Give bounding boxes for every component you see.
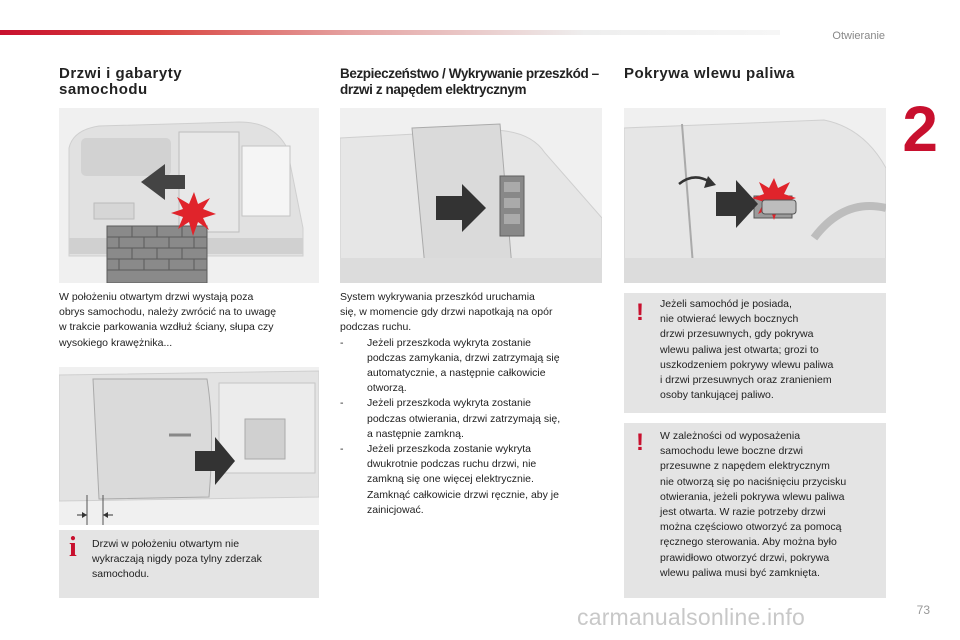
warning-note-fuel-flap bbox=[624, 293, 886, 413]
warning-note-electric-door bbox=[624, 423, 886, 598]
info-note-text bbox=[92, 537, 314, 583]
illustration-van-side-rear-door bbox=[59, 367, 319, 525]
chapter-number: 2 bbox=[902, 93, 938, 165]
text-line: otworzą. bbox=[367, 382, 407, 395]
list-dash: - bbox=[340, 443, 344, 456]
text-line: wysokiego krawężnika... bbox=[59, 336, 173, 349]
text-line: otwierania, jeżeli pokrywa wlewu paliwa bbox=[660, 490, 845, 503]
heading-line: drzwi z napędem elektrycznym bbox=[340, 82, 527, 97]
list-item bbox=[340, 396, 600, 442]
text-line: nie otworzą się po naciśnięciu przycisku bbox=[660, 475, 847, 488]
text-line: Drzwi w położeniu otwartym nie bbox=[92, 538, 240, 550]
text-line: uszkodzeniem pokrywy wlewu paliwa bbox=[660, 358, 834, 371]
heading-obstacle-detection bbox=[340, 66, 610, 98]
text-line: drzwi przesuwnych, gdy pokrywa bbox=[660, 328, 814, 341]
illustration-fuel-flap bbox=[624, 108, 886, 283]
text-line: przesuwne z napędem elektrycznym bbox=[660, 460, 830, 473]
text-line: ręcznego sterowania. Aby można było bbox=[660, 536, 837, 549]
text-line: W położeniu otwartym drzwi wystają poza bbox=[59, 291, 254, 303]
warning-note-text bbox=[660, 429, 882, 581]
heading-line: Bezpieczeństwo / Wykrywanie przeszkód – bbox=[340, 66, 599, 81]
text-line: Jeżeli przeszkoda zostanie wykryta bbox=[367, 443, 531, 456]
text-line: Zamknąć całkowicie drzwi ręcznie, aby je bbox=[367, 488, 559, 501]
text-line: i drzwi przesuwnych oraz zranieniem bbox=[660, 374, 832, 387]
text-line: obrys samochodu, należy zwrócić na to uwagę bbox=[59, 306, 277, 319]
text-line: można częściowo otworzyć za pomocą bbox=[660, 521, 842, 534]
heading-line: Drzwi i gabaryty bbox=[59, 65, 183, 82]
text-line: zamkną się one więcej elektrycznie. bbox=[367, 473, 534, 486]
text-line: w trakcie parkowania wzdłuż ściany, słupa czy bbox=[59, 321, 274, 334]
text-line: automatycznie, a następnie całkowicie bbox=[367, 367, 546, 380]
text-line: prawidłowo otworzyć drzwi, pokrywa bbox=[660, 551, 830, 564]
text-line: samochodu lewe boczne drzwi bbox=[660, 445, 803, 458]
text-line: samochodu. bbox=[92, 568, 150, 581]
text-line: dwukrotnie podczas ruchu drzwi, nie bbox=[367, 458, 537, 471]
text-line: wlewu paliwa musi być zamknięta. bbox=[660, 566, 820, 579]
warning-note-text bbox=[660, 297, 882, 403]
text-line: wykraczają nigdy poza tylny zderzak bbox=[92, 553, 262, 566]
text-line: nie otwierać lewych bocznych bbox=[660, 313, 799, 326]
heading-fuel-flap: Pokrywa wlewu paliwa bbox=[624, 65, 795, 82]
page-number: 73 bbox=[916, 603, 930, 617]
text-line: osoby tankującej paliwo. bbox=[660, 389, 774, 402]
text-line: się, w momencie gdy drzwi napotkają na opór bbox=[340, 306, 553, 319]
heading-door-dimensions bbox=[59, 66, 299, 98]
section-title: Otwieranie bbox=[832, 30, 885, 42]
text-line: wlewu paliwa jest otwarta; grozi to bbox=[660, 343, 819, 356]
list-item bbox=[340, 442, 600, 518]
text-line: jest otwarta. W razie potrzeby drzwi bbox=[660, 506, 826, 519]
list-dash: - bbox=[340, 397, 344, 410]
list-item bbox=[340, 336, 600, 397]
info-icon: i bbox=[69, 532, 77, 563]
text-line: zainicjować. bbox=[367, 503, 424, 516]
text-line: podczas ruchu. bbox=[340, 321, 412, 334]
info-note bbox=[59, 530, 319, 598]
list-dash: - bbox=[340, 336, 344, 349]
door-dimensions-text bbox=[59, 290, 319, 351]
text-line: podczas zamykania, drzwi zatrzymają się bbox=[367, 351, 560, 364]
text-line: Jeżeli przeszkoda wykryta zostanie bbox=[367, 336, 531, 349]
text-line: podczas otwierania, drzwi zatrzymają się, bbox=[367, 412, 561, 425]
text-line: a następnie zamkną. bbox=[367, 427, 464, 440]
text-line: System wykrywania przeszkód uruchamia bbox=[340, 291, 535, 303]
text-line: Jeżeli samochód je posiada, bbox=[660, 298, 792, 310]
obstacle-detection-text bbox=[340, 290, 600, 518]
heading-line: samochodu bbox=[59, 81, 148, 98]
illustration-sliding-door-obstacle bbox=[340, 108, 602, 283]
warning-icon: ! bbox=[636, 299, 644, 326]
text-line: W zależności od wyposażenia bbox=[660, 430, 801, 442]
text-line: Jeżeli przeszkoda wykryta zostanie bbox=[367, 397, 531, 410]
header-accent-bar bbox=[0, 30, 780, 35]
watermark: carmanualsonline.info bbox=[577, 604, 805, 630]
warning-icon: ! bbox=[636, 429, 644, 456]
illustration-van-rear-wall bbox=[59, 108, 319, 283]
